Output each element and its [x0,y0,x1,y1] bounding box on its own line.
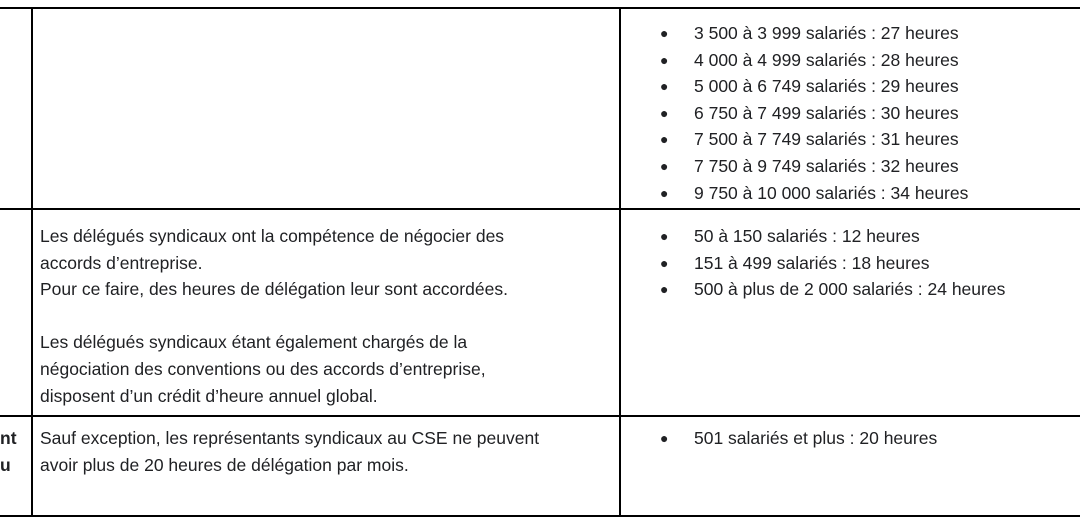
table-border-col2 [619,7,621,517]
description-line: Sauf exception, les représentants syndicaux au CSE ne peuvent [40,428,540,448]
list-item-text: 500 à plus de 2 000 salariés : 24 heures [694,279,1006,300]
paragraph-spacer [40,303,508,330]
list-item-text: 3 500 à 3 999 salariés : 27 heures [694,23,959,43]
description-line: Les délégués syndicaux étant également chargés de la [40,332,468,353]
list-item-text: 151 à 499 salariés : 18 heures [694,252,930,273]
table-border-row1-row2 [0,208,1080,210]
bullet-icon: ● [660,51,669,68]
row3-description-cell [40,425,539,478]
table-border-row2-row3 [0,415,1080,417]
row3-label-fragment [0,425,17,478]
list-item-text: 9 750 à 10 000 salariés : 34 heures [694,182,969,203]
bullet-icon: ● [660,25,669,41]
list-item-text: 6 750 à 7 499 salariés : 30 heures [694,102,959,123]
table-border-top [0,7,1080,9]
bullet-icon: ● [660,78,669,95]
list-item-text: 5 000 à 6 749 salariés : 29 heures [694,76,959,97]
description-line: Les délégués syndicaux ont la compétence de négocier des [40,226,505,246]
row2-description-cell [40,223,508,409]
label-fragment-line: nt [0,428,17,448]
list-item-text: 50 à 150 salariés : 12 heures [694,226,920,246]
table-border-bottom [0,515,1080,517]
description-line: accords d’entreprise. [40,252,203,273]
table-border-col1 [31,7,33,517]
list-item-text: 4 000 à 4 999 salariés : 28 heures [694,49,959,70]
bullet-icon: ● [660,430,669,446]
bullet-icon: ● [660,184,669,201]
bullet-icon: ● [660,131,669,148]
bullet-icon: ● [660,104,669,121]
description-line: Pour ce faire, des heures de délégation leur sont accordées. [40,279,508,300]
list-item-text: 7 750 à 9 749 salariés : 32 heures [694,155,959,176]
label-fragment-line: u [0,454,11,475]
list-item-text: 501 salariés et plus : 20 heures [694,428,938,448]
list-item-text: 7 500 à 7 749 salariés : 31 heures [694,129,959,150]
bullet-icon: ● [660,281,669,298]
bullet-icon: ● [660,254,669,271]
bullet-icon: ● [660,157,669,174]
description-line: disposent d’un crédit d’heure annuel global. [40,385,378,406]
description-line: négociation des conventions ou des accords d’entreprise, [40,358,486,379]
description-line: avoir plus de 20 heures de délégation par mois. [40,454,409,475]
bullet-icon: ● [660,228,669,244]
